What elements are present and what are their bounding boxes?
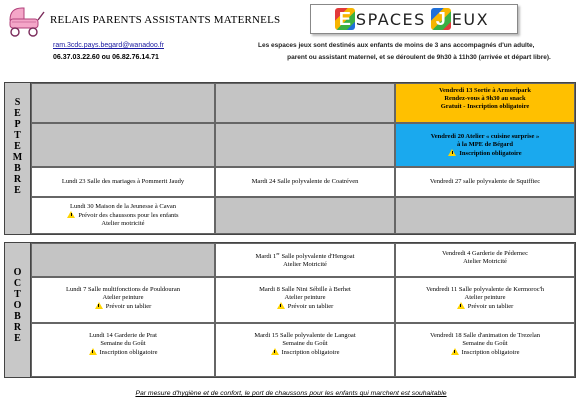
event-vendredi-11: Vendredi 11 Salle polyvalente de Kermoroc'h Atelier peinture Prévoir un tablier [395,277,575,323]
stroller-icon [4,4,48,38]
warning-icon [457,302,465,309]
month-label-october: O C T O B R E [5,243,31,377]
logo-text-spaces: SPACES [355,9,426,29]
event-mardi-24: Mardi 24 Salle polyvalente de Coatréven [215,167,395,197]
info-line-2: parent ou assistant maternel, et se déroulent de 9h30 à 11h30 (arrivée et départ libre). [287,54,551,61]
email-link[interactable]: ram.3cdc.pays.begard@wanadoo.fr [53,42,164,49]
sept-cell-empty [31,83,215,123]
event-mardi-15: Mardi 15 Salle polyvalente de Langoat Semaine du Goût Inscription obligatoire [215,323,395,377]
sept-cell-empty [215,123,395,167]
warning-icon [448,149,456,156]
logo-letter-j: J [431,8,451,30]
month-label-september: S E P T E M B R E [5,83,31,234]
september-section [4,82,576,235]
relais-header [4,4,281,64]
sept-cell-empty [31,123,215,167]
event-lundi-23: Lundi 23 Salle des mariages à Pommerit Jaudy [31,167,215,197]
event-vendredi-13: Vendredi 13 Sortie à Armoripark Rendez-vous à 9h30 au snack Gratuit - Inscription obligatoire [395,83,575,123]
event-lundi-30: Lundi 30 Maison de la Jeunesse à Cavan Prévoir des chaussons pour les enfants Atelier motricité [31,197,215,234]
espaces-jeux-logo [310,4,518,34]
oct-cell-empty [31,243,215,277]
warning-icon [277,302,285,309]
event-lundi-14: Lundi 14 Garderie de Prat Semaine du Goût Inscription obligatoire [31,323,215,377]
event-vendredi-20: Vendredi 20 Atelier « cuisine surprise » à la MPE de Bégard Inscription obligatoire [395,123,575,167]
sept-cell-empty [215,83,395,123]
info-line-1: Les espaces jeux sont destinés aux enfants de moins de 3 ans accompagnés d'un adulte, [258,42,535,49]
warning-icon [95,302,103,309]
phone-numbers: 06.37.03.22.60 ou 06.82.76.14.71 [53,54,159,61]
event-vendredi-27: Vendredi 27 salle polyvalente de Squiffiec [395,167,575,197]
info-text [258,40,580,64]
sept-cell-empty [395,197,575,234]
relais-title: RELAIS PARENTS ASSISTANTS MATERNELS [50,14,281,26]
event-mardi-8: Mardi 8 Salle Nini Sébille à Berhet Atelier peinture Prévoir un tablier [215,277,395,323]
sept-cell-empty [215,197,395,234]
warning-icon [89,348,97,355]
warning-icon [67,211,75,218]
event-mardi-1: Mardi 1er Salle polyvalente d'Hengoat Atelier Motricité [215,243,395,277]
logo-text-eux: EUX [451,9,490,29]
logo-letter-e: E [335,8,355,30]
event-vendredi-18: Vendredi 18 Salle d'animation de Trezelan Semaine du Goût Inscription obligatoire [395,323,575,377]
footer-note: Par mesure d'hygiène et de confort, le port de chaussons pour les enfants qui marchent est souhaitable [135,390,447,397]
event-vendredi-4: Vendredi 4 Garderie de Pédernec Atelier Motricité [395,243,575,277]
warning-icon [271,348,279,355]
event-lundi-7: Lundi 7 Salle multifonctions de Pouldouran Atelier peinture Prévoir un tablier [31,277,215,323]
october-section [4,242,576,378]
warning-icon [451,348,459,355]
